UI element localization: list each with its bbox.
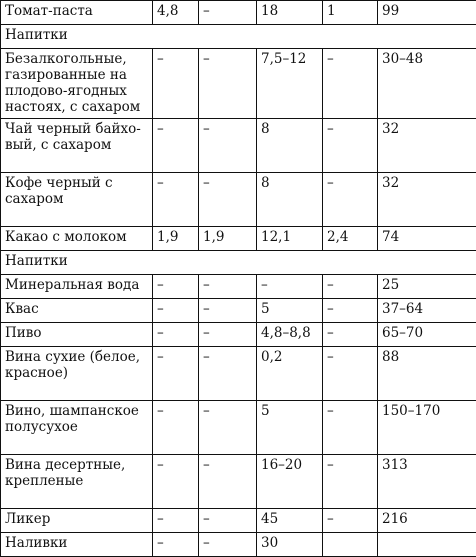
section-header: Напитки (1, 25, 476, 49)
energy-cell: 32 (378, 173, 476, 227)
fat-cell: – (199, 347, 257, 401)
table-row (1, 173, 476, 227)
minerals-cell: – (323, 455, 378, 509)
minerals-cell: – (323, 119, 378, 173)
fat-cell: – (199, 401, 257, 455)
energy-cell: 88 (378, 347, 476, 401)
product-name-cell: Квас (1, 299, 153, 323)
energy-cell: 32 (378, 119, 476, 173)
protein-cell: – (153, 533, 199, 557)
fat-cell: – (199, 275, 257, 299)
protein-cell: – (153, 401, 199, 455)
table-row (1, 509, 476, 533)
product-name-cell: Вино, шампанское полусухое (1, 401, 153, 455)
protein-cell: – (153, 299, 199, 323)
minerals-cell: 2,4 (323, 227, 378, 251)
carbs-cell: 8 (257, 119, 323, 173)
energy-cell: 74 (378, 227, 476, 251)
fat-cell: – (199, 533, 257, 557)
energy-cell: 30–48 (378, 49, 476, 119)
minerals-cell: – (323, 347, 378, 401)
protein-cell: 4,8 (153, 1, 199, 25)
table-row (1, 119, 476, 173)
protein-cell: – (153, 455, 199, 509)
minerals-cell: – (323, 173, 378, 227)
carbs-cell: 7,5–12 (257, 49, 323, 119)
minerals-cell: 1 (323, 1, 378, 25)
table-row (1, 275, 476, 299)
fat-cell: – (199, 173, 257, 227)
fat-cell: – (199, 119, 257, 173)
protein-cell: – (153, 173, 199, 227)
section-header: Напитки (1, 251, 476, 275)
minerals-cell: – (323, 49, 378, 119)
product-name-cell: Пиво (1, 323, 153, 347)
minerals-cell: – (323, 299, 378, 323)
table-row (1, 455, 476, 509)
product-name-cell: Наливки (1, 533, 153, 557)
section-header-row (1, 251, 476, 275)
carbs-cell: 5 (257, 299, 323, 323)
product-name-cell: Какао с молоком (1, 227, 153, 251)
product-name-cell: Минеральная вода (1, 275, 153, 299)
fat-cell: – (199, 299, 257, 323)
carbs-cell: 16–20 (257, 455, 323, 509)
energy-cell: 216 (378, 509, 476, 533)
minerals-cell: – (323, 401, 378, 455)
table-row (1, 323, 476, 347)
fat-cell: – (199, 323, 257, 347)
carbs-cell: 12,1 (257, 227, 323, 251)
carbs-cell: 4,8–8,8 (257, 323, 323, 347)
product-name-cell: Ликер (1, 509, 153, 533)
table-row (1, 299, 476, 323)
energy-cell: 25 (378, 275, 476, 299)
fat-cell: 1,9 (199, 227, 257, 251)
product-name-cell: Чай черный байхо-вый, с сахаром (1, 119, 153, 173)
energy-cell: 313 (378, 455, 476, 509)
table-row (1, 49, 476, 119)
energy-cell: 37–64 (378, 299, 476, 323)
carbs-cell: 5 (257, 401, 323, 455)
protein-cell: – (153, 323, 199, 347)
section-header-row (1, 25, 476, 49)
table-row (1, 1, 476, 25)
energy-cell (378, 533, 476, 557)
product-name-cell: Томат-паста (1, 1, 153, 25)
carbs-cell: 18 (257, 1, 323, 25)
table-row (1, 401, 476, 455)
protein-cell: – (153, 509, 199, 533)
product-name-cell: Безалкогольные, газированные на плодово-ягодных настоях, с сахаром (1, 49, 153, 119)
minerals-cell (323, 533, 378, 557)
carbs-cell: 45 (257, 509, 323, 533)
product-name-cell: Кофе черный с сахаром (1, 173, 153, 227)
carbs-cell: 8 (257, 173, 323, 227)
product-name-cell: Вина сухие (белое, красное) (1, 347, 153, 401)
protein-cell: – (153, 275, 199, 299)
energy-cell: 99 (378, 1, 476, 25)
minerals-cell: – (323, 323, 378, 347)
table-body (1, 1, 476, 557)
table-row (1, 347, 476, 401)
fat-cell: – (199, 509, 257, 533)
fat-cell: – (199, 49, 257, 119)
carbs-cell: – (257, 275, 323, 299)
table-row (1, 227, 476, 251)
table-row (1, 533, 476, 557)
protein-cell: – (153, 49, 199, 119)
carbs-cell: 30 (257, 533, 323, 557)
minerals-cell: – (323, 275, 378, 299)
protein-cell: – (153, 119, 199, 173)
product-name-cell: Вина десертные, крепленые (1, 455, 153, 509)
energy-cell: 65–70 (378, 323, 476, 347)
protein-cell: 1,9 (153, 227, 199, 251)
carbs-cell: 0,2 (257, 347, 323, 401)
protein-cell: – (153, 347, 199, 401)
fat-cell: – (199, 1, 257, 25)
fat-cell: – (199, 455, 257, 509)
energy-cell: 150–170 (378, 401, 476, 455)
minerals-cell: – (323, 509, 378, 533)
